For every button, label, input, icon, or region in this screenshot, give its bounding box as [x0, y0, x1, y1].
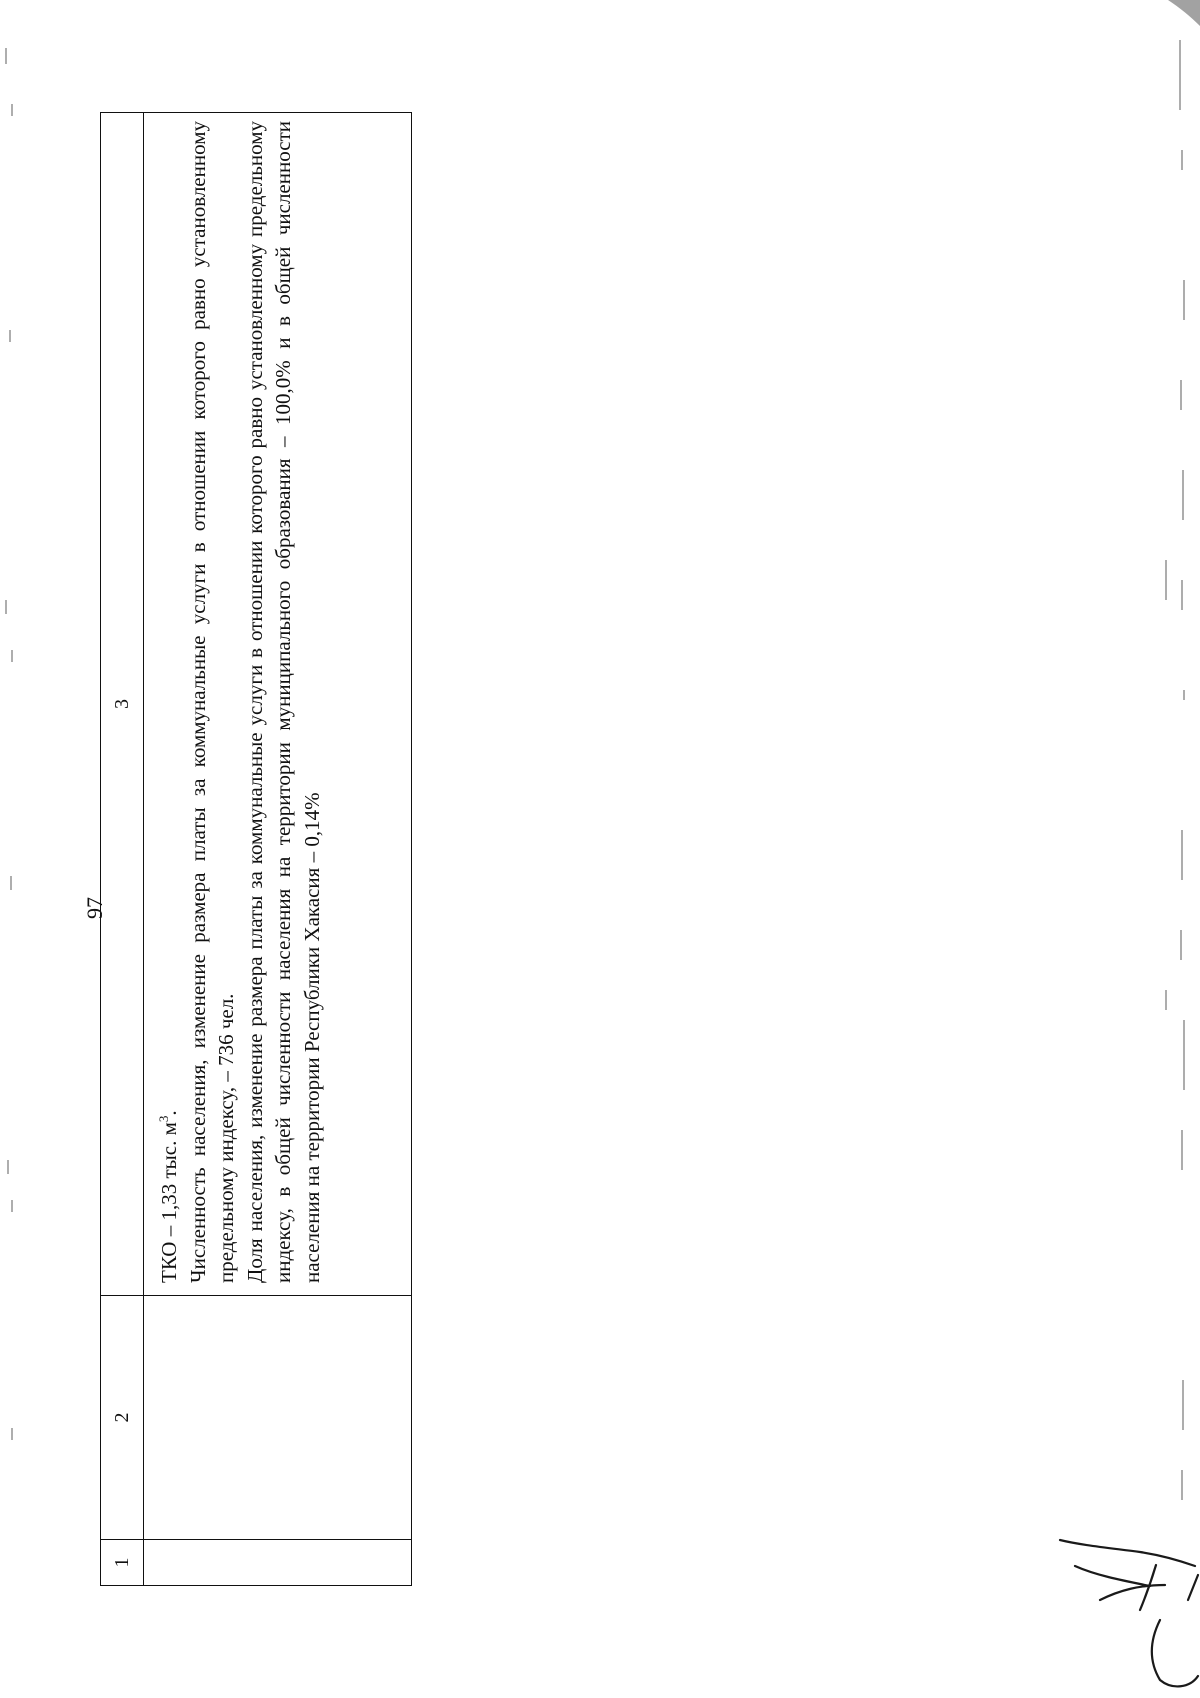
- population-share-line: Доля населения, изменение размера платы за коммунальные услуги в отношении которого равно установленному предельному индексу, в общей численности населения на территории муниципального образования – 100,0% и в общей численности населения на территории Республики Хакасия – 0,14%: [242, 121, 324, 1283]
- header-cell-3: 3: [101, 113, 144, 1296]
- table-header-row: [101, 113, 144, 1586]
- table-cell-col1: [144, 1540, 412, 1586]
- header-cell-1: 1: [101, 1540, 144, 1586]
- data-table: [100, 112, 412, 1586]
- tko-volume-superscript: 3: [156, 1115, 171, 1123]
- tko-volume-text: ТКО – 1,33 тыс. м: [157, 1122, 181, 1283]
- population-count-line: Численность населения, изменение размера платы за коммунальные услуги в отношении которого равно установленному предельному индексу, – 736 чел.: [185, 121, 238, 1283]
- page-number: 97: [82, 897, 107, 919]
- cell-text-block: [144, 113, 330, 1295]
- header-cell-2: 2: [101, 1296, 144, 1540]
- table-row: [144, 113, 412, 1586]
- tko-volume-end: .: [157, 1110, 181, 1116]
- tko-volume-line: [150, 121, 184, 1283]
- table-cell-col2: [144, 1296, 412, 1540]
- table-cell-col3: [144, 113, 412, 1296]
